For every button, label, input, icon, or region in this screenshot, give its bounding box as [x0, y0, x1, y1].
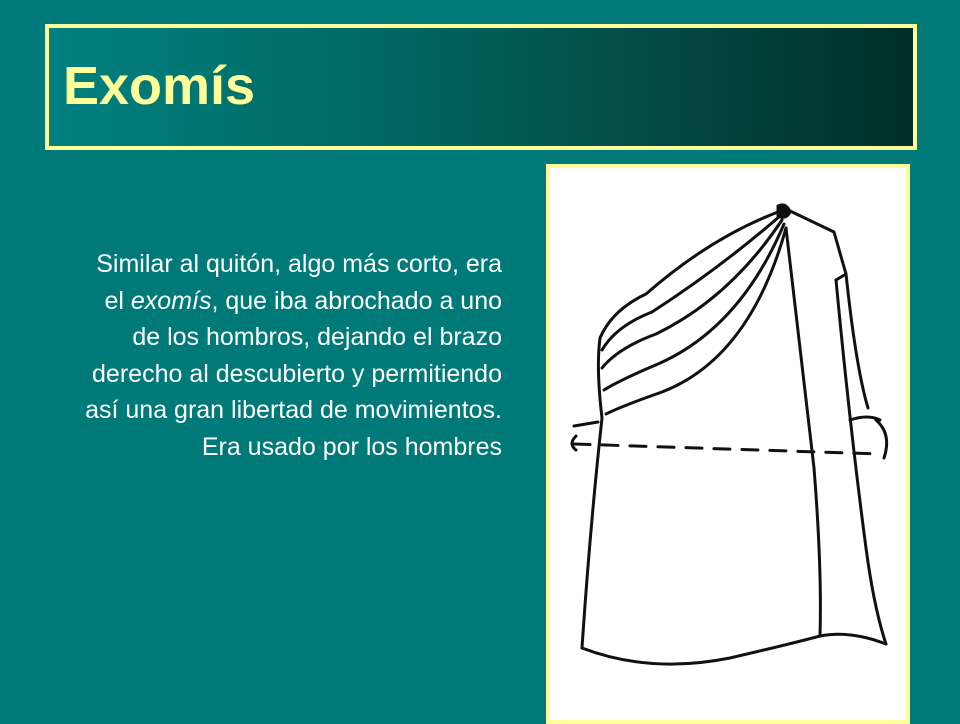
- belt-right-tie: [876, 420, 887, 458]
- garment-hem-right: [820, 634, 886, 644]
- garment-hem: [582, 636, 820, 664]
- belt-right-top: [850, 417, 880, 420]
- description-paragraph: [82, 246, 502, 465]
- garment-right-edge: [836, 280, 886, 644]
- slide-title: Exomís: [63, 56, 256, 116]
- drape-fold-4: [604, 224, 784, 390]
- belt-left-top: [574, 422, 598, 426]
- description-text-end: , que iba abrochado a uno de los hombros, dejando el brazo derecho al descubierto y permitiendo así una gran libertad de movimientos. Era usado por los hombres: [85, 286, 502, 461]
- illustration-frame: [546, 164, 910, 724]
- description-emphasis: exomís: [130, 286, 212, 315]
- description-text-start: Similar al quitón, algo más corto, era el: [96, 250, 502, 315]
- title-banner: [45, 24, 917, 150]
- drape-fold-1: [600, 212, 778, 338]
- garment-center-fold: [786, 228, 820, 636]
- garment-inner-right: [846, 274, 868, 408]
- exomis-garment-drawing-icon: [550, 168, 906, 720]
- shoulder-flap: [788, 210, 846, 280]
- belt-dashes: [574, 444, 880, 454]
- garment-left-edge: [582, 338, 602, 648]
